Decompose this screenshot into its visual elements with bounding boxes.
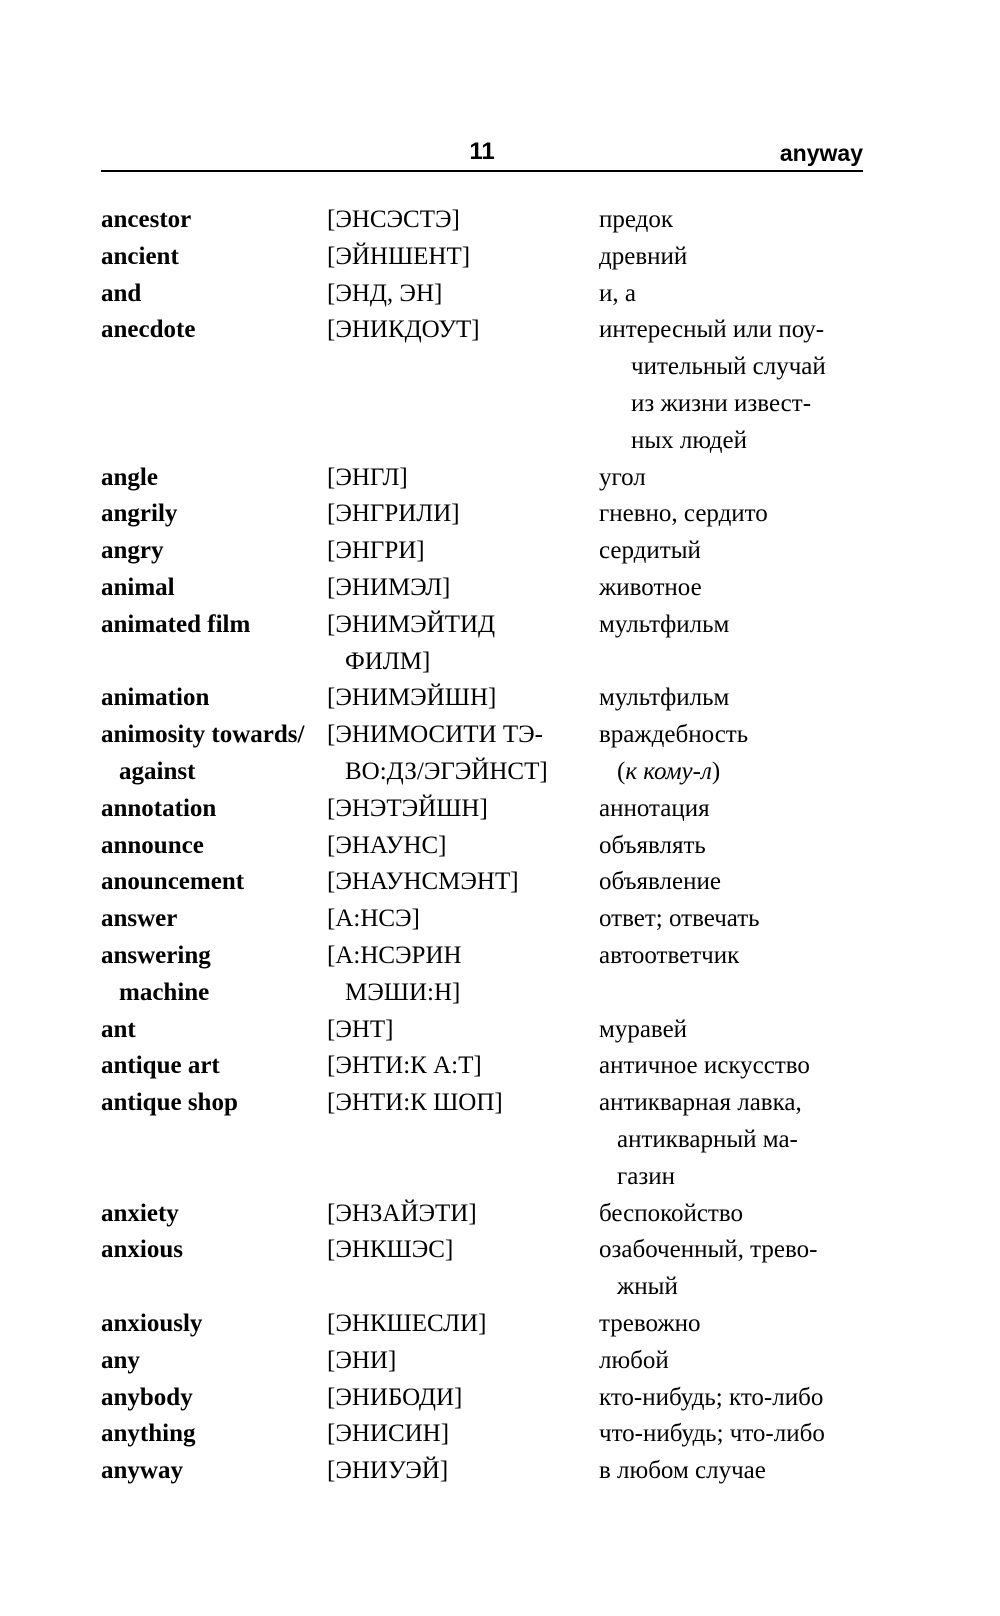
headword-cell [101, 276, 327, 313]
dictionary-entry [101, 570, 881, 607]
dictionary-entry [101, 239, 881, 276]
transcription-line: [ЭНГЛ] [327, 463, 408, 491]
headword-line: angrily [101, 500, 178, 528]
translation-line: чительный случай [631, 353, 826, 381]
headword-cell [101, 496, 327, 533]
headword-cell [101, 312, 327, 459]
transcription-line: ФИЛМ] [345, 647, 431, 675]
headword-line: antique shop [101, 1089, 238, 1117]
translation-cell [599, 1085, 881, 1195]
transcription-line: [ЭНТИ:К ШОП] [327, 1089, 503, 1117]
translation-cell [599, 533, 881, 570]
running-head: anyway [779, 140, 863, 166]
page-number: 11 [469, 138, 495, 165]
headword-line: anxious [101, 1236, 183, 1264]
headword-line: antique art [101, 1052, 220, 1080]
translation-line: любой [599, 1346, 669, 1374]
transcription-cell [327, 239, 599, 276]
transcription-cell [327, 1048, 599, 1085]
translation-line: в любом случае [599, 1457, 766, 1485]
dictionary-entry [101, 202, 881, 239]
headword-cell [101, 460, 327, 497]
usage-note: к кому-л [625, 757, 712, 785]
headword-line: and [101, 279, 142, 307]
transcription-cell [327, 1012, 599, 1049]
transcription-cell [327, 717, 599, 791]
headword-line: anecdote [101, 316, 196, 344]
translation-line: автоответчик [599, 941, 740, 969]
translation-cell [599, 938, 881, 1012]
transcription-cell [327, 202, 599, 239]
translation-cell [599, 1453, 881, 1490]
dictionary-entry [101, 1306, 881, 1343]
transcription-line: [ЭНКШЭС] [327, 1236, 454, 1264]
headword-line: answering [101, 941, 211, 969]
dictionary-entry [101, 1416, 881, 1453]
headword-cell [101, 828, 327, 865]
translation-cell [599, 864, 881, 901]
page-header [101, 134, 863, 172]
headword-line: anybody [101, 1383, 193, 1411]
dictionary-entry [101, 607, 881, 681]
transcription-cell [327, 680, 599, 717]
translation-line: и, а [599, 279, 636, 307]
transcription-line: [ЭНИУЭЙ] [327, 1457, 449, 1485]
transcription-cell [327, 533, 599, 570]
translation-cell [599, 1343, 881, 1380]
transcription-line: [ЭНКШЕСЛИ] [327, 1309, 487, 1337]
translation-cell [599, 496, 881, 533]
headword-line: against [119, 757, 196, 785]
translation-line: тревожно [599, 1309, 701, 1337]
headword-line: anouncement [101, 868, 245, 896]
translation-cell [599, 1232, 881, 1306]
transcription-line: [ЭНИМЭЙШН] [327, 684, 497, 712]
headword-line: ant [101, 1015, 136, 1043]
dictionary-entry [101, 864, 881, 901]
translation-line: антикварный ма- [617, 1125, 798, 1153]
transcription-cell [327, 1453, 599, 1490]
dictionary-entry [101, 1343, 881, 1380]
dictionary-entry [101, 1380, 881, 1417]
transcription-line: [ЭНАУНСМЭНТ] [327, 868, 519, 896]
transcription-line: [ЭНТИ:К А:Т] [327, 1052, 482, 1080]
headword-line: animated film [101, 610, 251, 638]
translation-cell [599, 1380, 881, 1417]
translation-line: кто-нибудь; кто-либо [599, 1383, 824, 1411]
transcription-cell [327, 1416, 599, 1453]
transcription-cell [327, 1306, 599, 1343]
transcription-line: [ЭНИМОСИТИ ТЭ- [327, 721, 543, 749]
translation-cell [599, 791, 881, 828]
headword-line: anything [101, 1420, 196, 1448]
translation-line: животное [599, 573, 702, 601]
transcription-cell [327, 864, 599, 901]
headword-cell [101, 239, 327, 276]
transcription-line: [ЭНАУНС] [327, 831, 447, 859]
transcription-line: [ЭНИМЭЙТИД [327, 610, 496, 638]
headword-line: angry [101, 537, 164, 565]
dictionary-entry [101, 1085, 881, 1195]
headword-cell [101, 1416, 327, 1453]
headword-cell [101, 1232, 327, 1306]
translation-line: ных людей [631, 426, 748, 454]
transcription-line: [ЭНЗАЙЭТИ] [327, 1199, 477, 1227]
dictionary-entry [101, 717, 881, 791]
transcription-cell [327, 1380, 599, 1417]
transcription-line: [А:НСЭ] [327, 905, 420, 933]
dictionary-entry [101, 901, 881, 938]
headword-line: animal [101, 573, 175, 601]
translation-line: из жизни извест- [631, 389, 812, 417]
translation-line: предок [599, 206, 674, 233]
dictionary-entry [101, 276, 881, 313]
headword-cell [101, 864, 327, 901]
headword-line: announce [101, 831, 204, 859]
translation-cell [599, 239, 881, 276]
dictionary-entry [101, 1012, 881, 1049]
translation-cell [599, 1048, 881, 1085]
translation-cell [599, 202, 881, 239]
transcription-cell [327, 312, 599, 459]
transcription-cell [327, 496, 599, 533]
translation-line: объявление [599, 868, 721, 896]
headword-cell [101, 938, 327, 1012]
headword-cell [101, 717, 327, 791]
headword-cell [101, 202, 327, 239]
headword-cell [101, 1048, 327, 1085]
headword-cell [101, 1380, 327, 1417]
headword-line: any [101, 1346, 140, 1374]
translation-line: объявлять [599, 831, 706, 859]
transcription-line: [ЭНЭТЭЙШН] [327, 794, 488, 822]
dictionary-entry [101, 1453, 881, 1490]
transcription-line: ВО:ДЗ/ЭГЭЙНСТ] [345, 757, 548, 785]
translation-cell [599, 717, 881, 791]
transcription-line: [ЭНТ] [327, 1015, 394, 1043]
headword-line: animosity towards/ [101, 721, 305, 749]
headword-cell [101, 607, 327, 681]
transcription-line: МЭШИ:Н] [345, 978, 461, 1006]
headword-cell [101, 1453, 327, 1490]
dictionary-entry [101, 938, 881, 1012]
transcription-line: [ЭНИКДОУТ] [327, 316, 480, 344]
transcription-line: [ЭНИ] [327, 1346, 397, 1374]
headword-cell [101, 1012, 327, 1049]
translation-line: ответ; отвечать [599, 905, 760, 933]
headword-line: ancestor [101, 206, 192, 233]
transcription-line: [ЭЙНШЕНТ] [327, 242, 471, 270]
dictionary-entry [101, 1196, 881, 1233]
translation-line: мультфильм [599, 684, 730, 712]
translation-cell [599, 1306, 881, 1343]
headword-cell [101, 680, 327, 717]
transcription-cell [327, 1232, 599, 1306]
headword-line: anyway [101, 1457, 183, 1485]
transcription-cell [327, 828, 599, 865]
headword-cell [101, 1085, 327, 1195]
translation-line: антикварная лавка, [599, 1089, 802, 1117]
headword-cell [101, 533, 327, 570]
translation-cell [599, 680, 881, 717]
headword-line: machine [119, 978, 210, 1006]
transcription-cell [327, 460, 599, 497]
headword-line: anxiety [101, 1199, 179, 1227]
transcription-cell [327, 1196, 599, 1233]
translation-cell [599, 901, 881, 938]
translation-cell [599, 607, 881, 681]
translation-line: газин [617, 1162, 675, 1190]
translation-cell [599, 1416, 881, 1453]
transcription-line: [ЭНД, ЭН] [327, 279, 443, 307]
headword-cell [101, 791, 327, 828]
transcription-line: [ЭНИБОДИ] [327, 1383, 463, 1411]
dictionary-entry [101, 460, 881, 497]
translation-line: интересный или поу- [599, 316, 825, 344]
transcription-cell [327, 276, 599, 313]
translation-line: древний [599, 242, 688, 270]
headword-line: annotation [101, 794, 217, 822]
translation-cell [599, 570, 881, 607]
headword-line: ancient [101, 242, 179, 270]
translation-line: жный [617, 1273, 678, 1301]
transcription-line: [ЭНГРИЛИ] [327, 500, 460, 528]
translation-line: гневно, сердито [599, 500, 768, 528]
headword-cell [101, 1196, 327, 1233]
transcription-line: [ЭНСЭСТЭ] [327, 206, 460, 233]
dictionary-entry [101, 1048, 881, 1085]
translation-line: что-нибудь; что-либо [599, 1420, 825, 1448]
headword-line: anxiously [101, 1309, 203, 1337]
headword-cell [101, 1306, 327, 1343]
transcription-cell [327, 1343, 599, 1380]
transcription-line: [ЭНИСИН] [327, 1420, 450, 1448]
translation-line: аннотация [599, 794, 710, 822]
translation-line: угол [599, 463, 646, 491]
translation-line: сердитый [599, 537, 701, 565]
headword-line: animation [101, 684, 210, 712]
translation-cell [599, 312, 881, 459]
dictionary-entry [101, 496, 881, 533]
transcription-line: [ЭНИМЭЛ] [327, 573, 451, 601]
translation-line: (к кому-л) [617, 757, 721, 785]
transcription-cell [327, 1085, 599, 1195]
translation-cell [599, 1196, 881, 1233]
headword-cell [101, 1343, 327, 1380]
translation-cell [599, 1012, 881, 1049]
transcription-cell [327, 791, 599, 828]
dictionary-entry [101, 312, 881, 459]
transcription-cell [327, 938, 599, 1012]
dictionary-entry [101, 828, 881, 865]
transcription-cell [327, 607, 599, 681]
translation-cell [599, 276, 881, 313]
dictionary-entry [101, 680, 881, 717]
transcription-cell [327, 901, 599, 938]
dictionary-entry [101, 1232, 881, 1306]
transcription-line: [ЭНГРИ] [327, 537, 425, 565]
headword-line: angle [101, 463, 158, 491]
headword-line: answer [101, 905, 178, 933]
translation-line: озабоченный, трево- [599, 1236, 818, 1264]
headword-cell [101, 570, 327, 607]
translation-line: античное искусство [599, 1052, 810, 1080]
dictionary-entries [101, 202, 881, 1490]
translation-line: беспокойство [599, 1199, 743, 1227]
translation-line: враждебность [599, 721, 749, 749]
translation-line: муравей [599, 1015, 688, 1043]
transcription-cell [327, 570, 599, 607]
translation-cell [599, 828, 881, 865]
translation-cell [599, 460, 881, 497]
translation-line: мультфильм [599, 610, 730, 638]
transcription-line: [А:НСЭРИН [327, 941, 462, 969]
headword-cell [101, 901, 327, 938]
dictionary-entry [101, 533, 881, 570]
dictionary-entry [101, 791, 881, 828]
